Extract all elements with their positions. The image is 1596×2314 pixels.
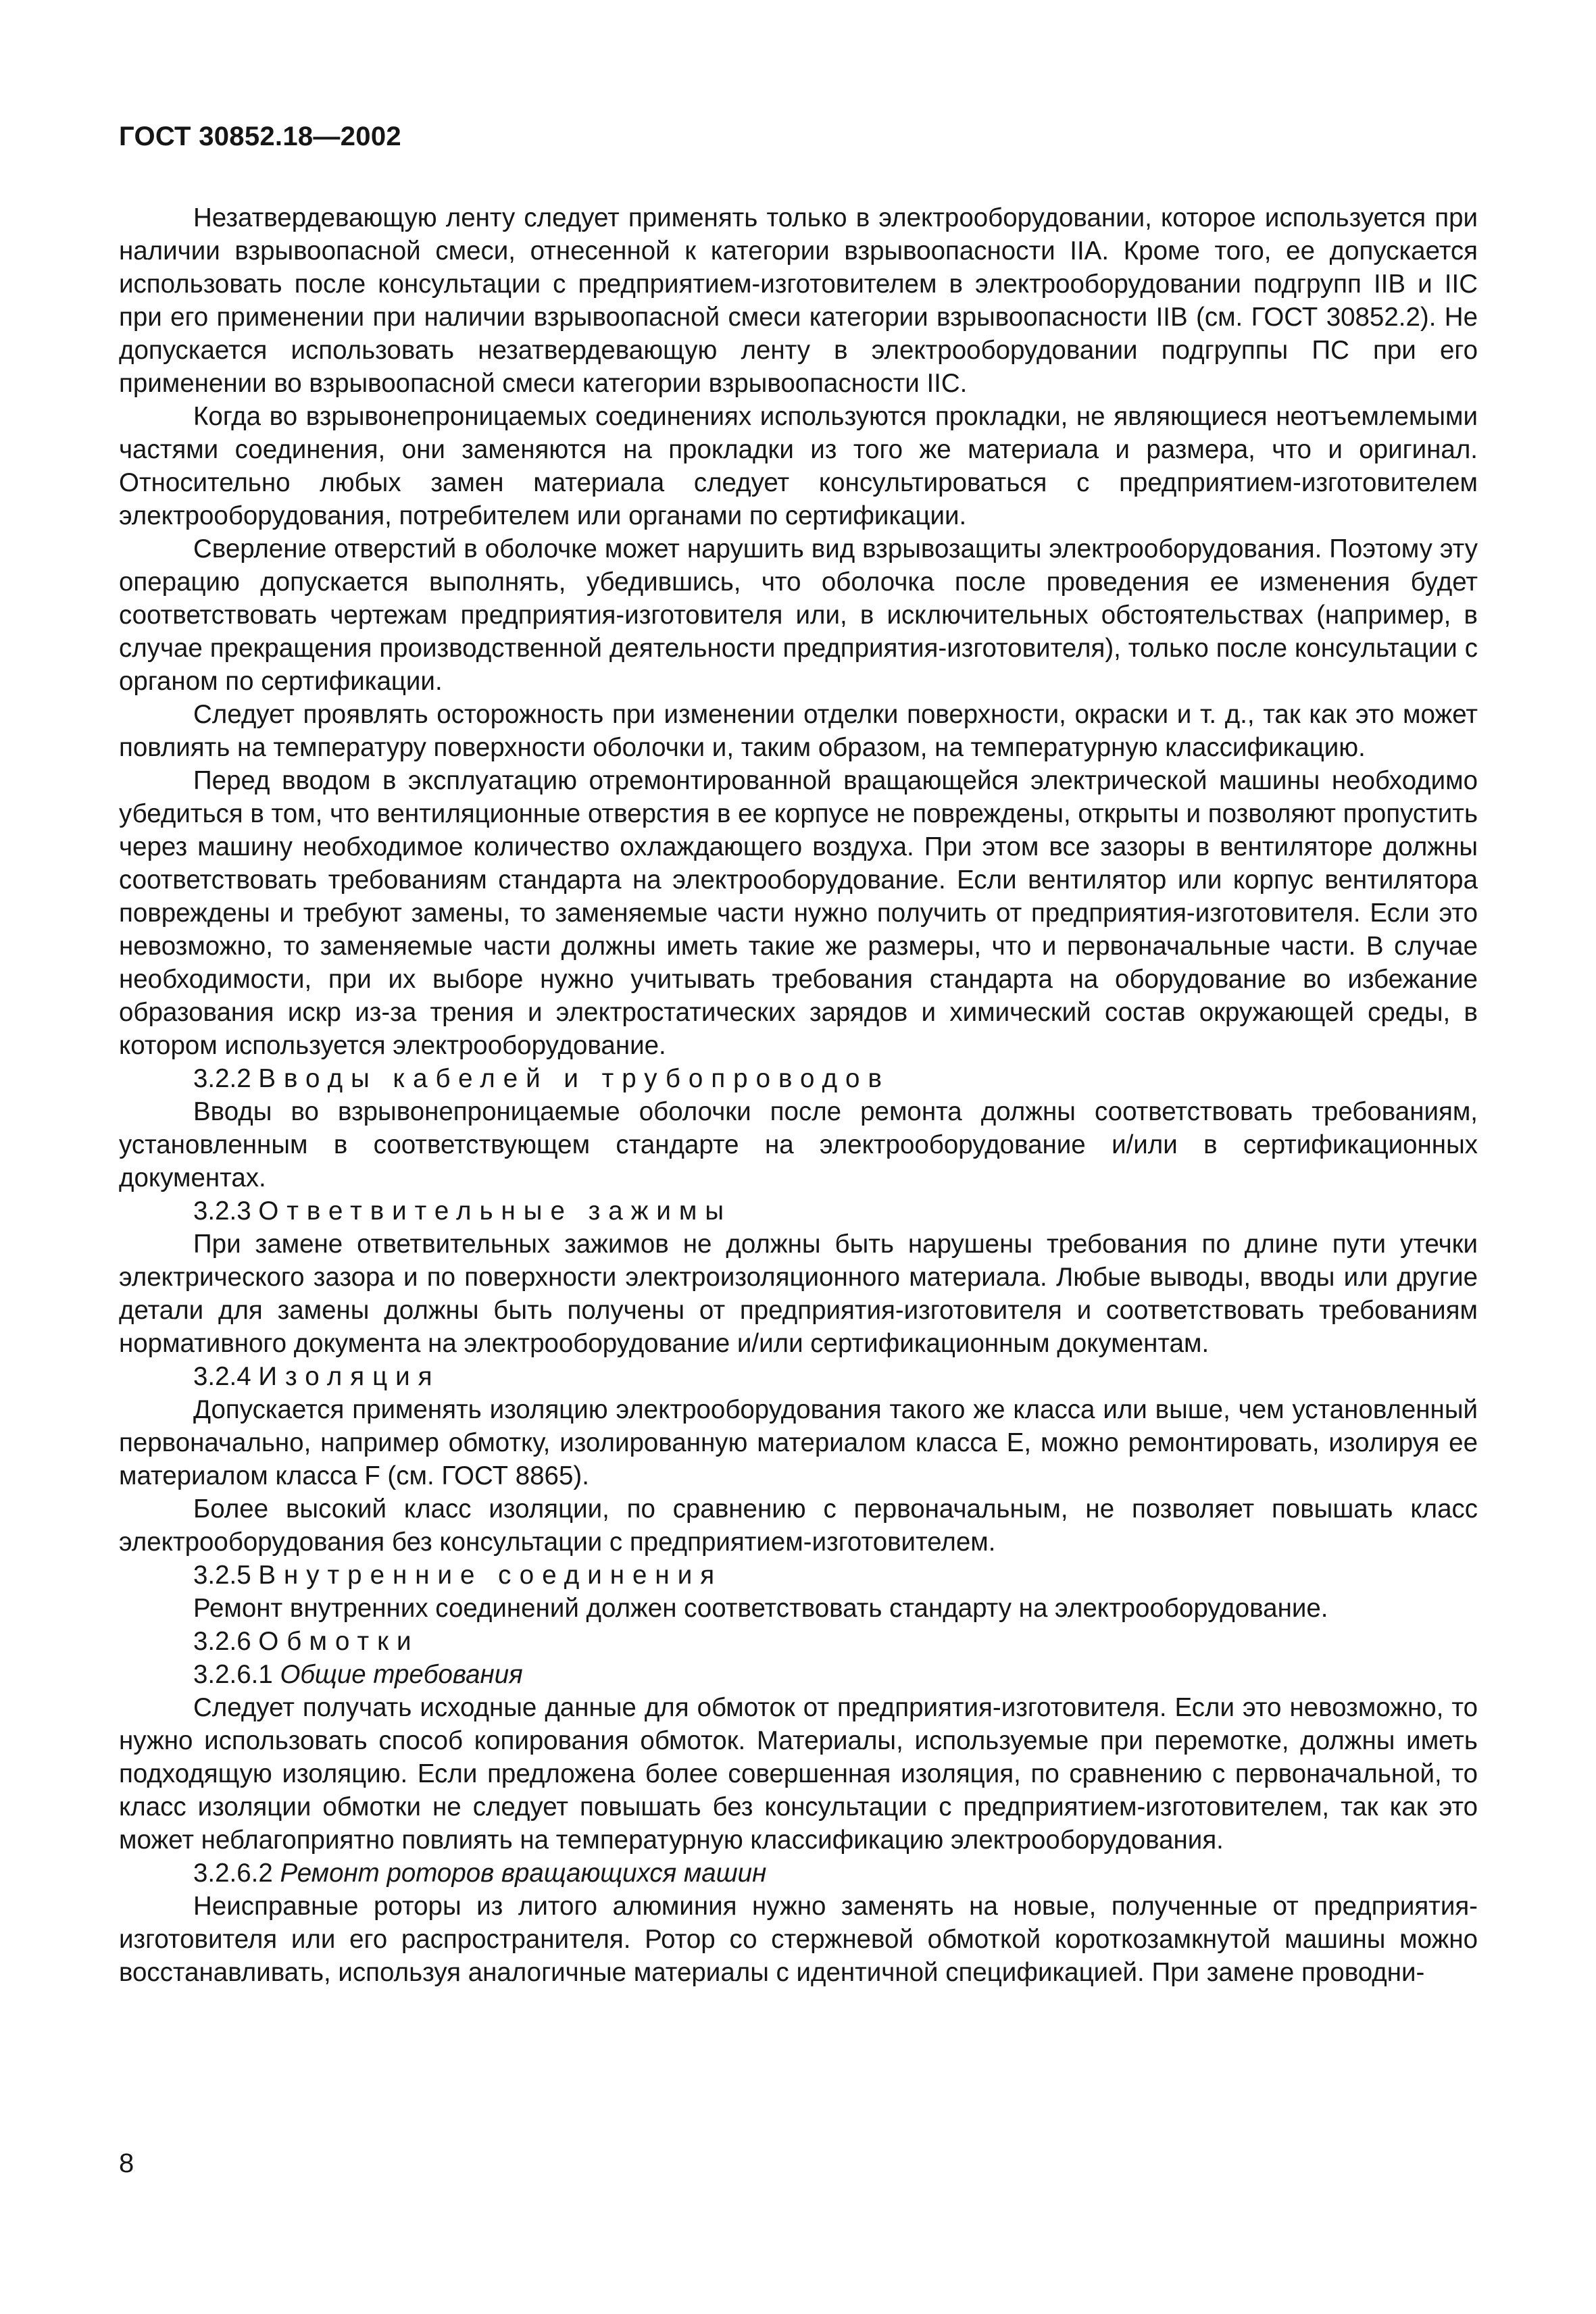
section-heading-3-2-6-1 — [119, 1658, 1478, 1691]
section-number: 3.2.2 — [193, 1064, 251, 1093]
section-heading-3-2-6-2 — [119, 1857, 1478, 1890]
section-heading-3-2-6 — [119, 1625, 1478, 1658]
section-title: Изоляция — [258, 1362, 441, 1391]
section-number: 3.2.5 — [193, 1561, 251, 1590]
paragraph-terminals: При замене ответвительных зажимов не должны быть нарушены требования по длине пути утечки электрического зазора и по поверхности электроизоляционного материала. Любые выводы, вводы или другие детали для замены должны быть получены от предприятия-изготовителя и соответствовать требованиям нормативного документа на электрооборудование и/или сертификационным документам. — [119, 1230, 1478, 1358]
paragraph-insulation-2: Более высокий класс изоляции, по сравнению с первоначальным, не позволяет повышать класс электрооборудования без консультации с предприятием-изготовителем. — [119, 1494, 1478, 1557]
paragraph-rotors: Неисправные роторы из литого алюминия нужно заменять на новые, полученные от предприятия-изготовителя или его распространителя. Ротор со стержневой обмоткой короткозамкнутой машины можно восстанавливать, используя аналогичные материалы с идентичной спецификацией. При замене проводни- — [119, 1892, 1478, 1987]
section-number: 3.2.4 — [193, 1362, 251, 1391]
section-number: 3.2.3 — [193, 1197, 251, 1226]
section-title: Внутренние соединения — [258, 1561, 723, 1590]
section-number: 3.2.6.2 — [193, 1859, 273, 1888]
section-heading-3-2-4 — [119, 1360, 1478, 1393]
paragraph-surface-finish: Следует проявлять осторожность при изменении отделки поверхности, окраски и т. д., так как это может повлиять на температуру поверхности оболочки и, таким образом, на температурную классификацию. — [119, 700, 1478, 762]
section-number: 3.2.6 — [193, 1627, 251, 1656]
section-title: Общие требования — [280, 1660, 523, 1689]
section-title: Вводы кабелей и трубопроводов — [258, 1064, 890, 1093]
document-header: ГОСТ 30852.18—2002 — [119, 122, 401, 151]
paragraph-gaskets: Когда во взрывонепроницаемых соединениях используются прокладки, не являющиеся неотъемлемыми частями соединения, они заменяются на прокладки из того же материала и размера, что и оригинал. Относительно любых замен материала следует консультироваться с предприятием-изготовителем электрооборудования, потребителем или органами по сертификации. — [119, 402, 1478, 530]
section-heading-3-2-5 — [119, 1559, 1478, 1592]
section-title: Обмотки — [258, 1627, 420, 1656]
paragraph-tape: Незатвердевающую ленту следует применять только в электрооборудовании, которое используется при наличии взрывоопасной смеси, отнесенной к категории взрывоопасности IIA. Кроме того, ее допускается использовать после консультации с предприятием-изготовителем в электрооборудовании подгрупп IIB и IIC при его применении при наличии взрывоопасной смеси категории взрывоопасности IIB (см. ГОСТ 30852.2). Не допускается использовать незатвердевающую ленту в электрооборудовании подгруппы ПС при его применении во взрывоопасной смеси категории взрывоопасности IIC. — [119, 203, 1478, 398]
section-number: 3.2.6.1 — [193, 1660, 273, 1689]
paragraph-insulation-1: Допускается применять изоляцию электрооборудования такого же класса или выше, чем установленный первоначально, например обмотку, изолированную материалом класса E, можно ремонтировать, изолируя ее материалом класса F (см. ГОСТ 8865). — [119, 1395, 1478, 1490]
section-heading-3-2-2 — [119, 1062, 1478, 1095]
section-title: Ответвительные зажимы — [258, 1197, 732, 1226]
paragraph-ventilation: Перед вводом в эксплуатацию отремонтированной вращающейся электрической машины необходимо убедиться в том, что вентиляционные отверстия в ее корпусе не повреждены, открыты и позволяют пропустить через машину необходимое количество охлаждающего воздуха. При этом все зазоры в вентиляторе должны соответствовать требованиям стандарта на электрооборудование. Если вентилятор или корпус вентилятора повреждены и требуют замены, то заменяемые части нужно получить от предприятия-изготовителя. Если это невозможно, то заменяемые части должны иметь такие же размеры, что и первоначальные части. В случае необходимости, при их выборе нужно учитывать требования стандарта на оборудование во избежание образования искр из-за трения и электростатических зарядов и химический состав окружающей среды, в котором используется электрооборудование. — [119, 766, 1478, 1060]
paragraph-internal-connections: Ремонт внутренних соединений должен соответствовать стандарту на электрооборудование. — [193, 1594, 1328, 1623]
section-title: Ремонт роторов вращающихся машин — [280, 1859, 767, 1888]
section-heading-3-2-3 — [119, 1194, 1478, 1228]
paragraph-windings: Следует получать исходные данные для обмоток от предприятия-изготовителя. Если это невозможно, то нужно использовать способ копирования обмоток. Материалы, используемые при перемотке, должны иметь подходящую изоляцию. Если предложена более совершенная изоляция, по сравнению с первоначальной, то класс изоляции обмотки не следует повышать без консультации с предприятием-изготовителем, так как это может неблагоприятно повлиять на температурную классификацию электрооборудования. — [119, 1693, 1478, 1855]
document-body — [119, 201, 1478, 1989]
paragraph-drilling: Сверление отверстий в оболочке может нарушить вид взрывозащиты электрооборудования. Поэтому эту операцию допускается выполнять, убедившись, что оболочка после проведения ее изменения будет соответствовать чертежам предприятия-изготовителя или, в исключительных обстоятельствах (например, в случае прекращения производственной деятельности предприятия-изготовителя), только после консультации с органом по сертификации. — [119, 534, 1478, 696]
page-number: 8 — [119, 2148, 134, 2178]
paragraph-cable-entries: Вводы во взрывонепроницаемые оболочки после ремонта должны соответствовать требованиям, установленным в соответствующем стандарте на электрооборудование и/или в сертификационных документах. — [119, 1097, 1478, 1192]
